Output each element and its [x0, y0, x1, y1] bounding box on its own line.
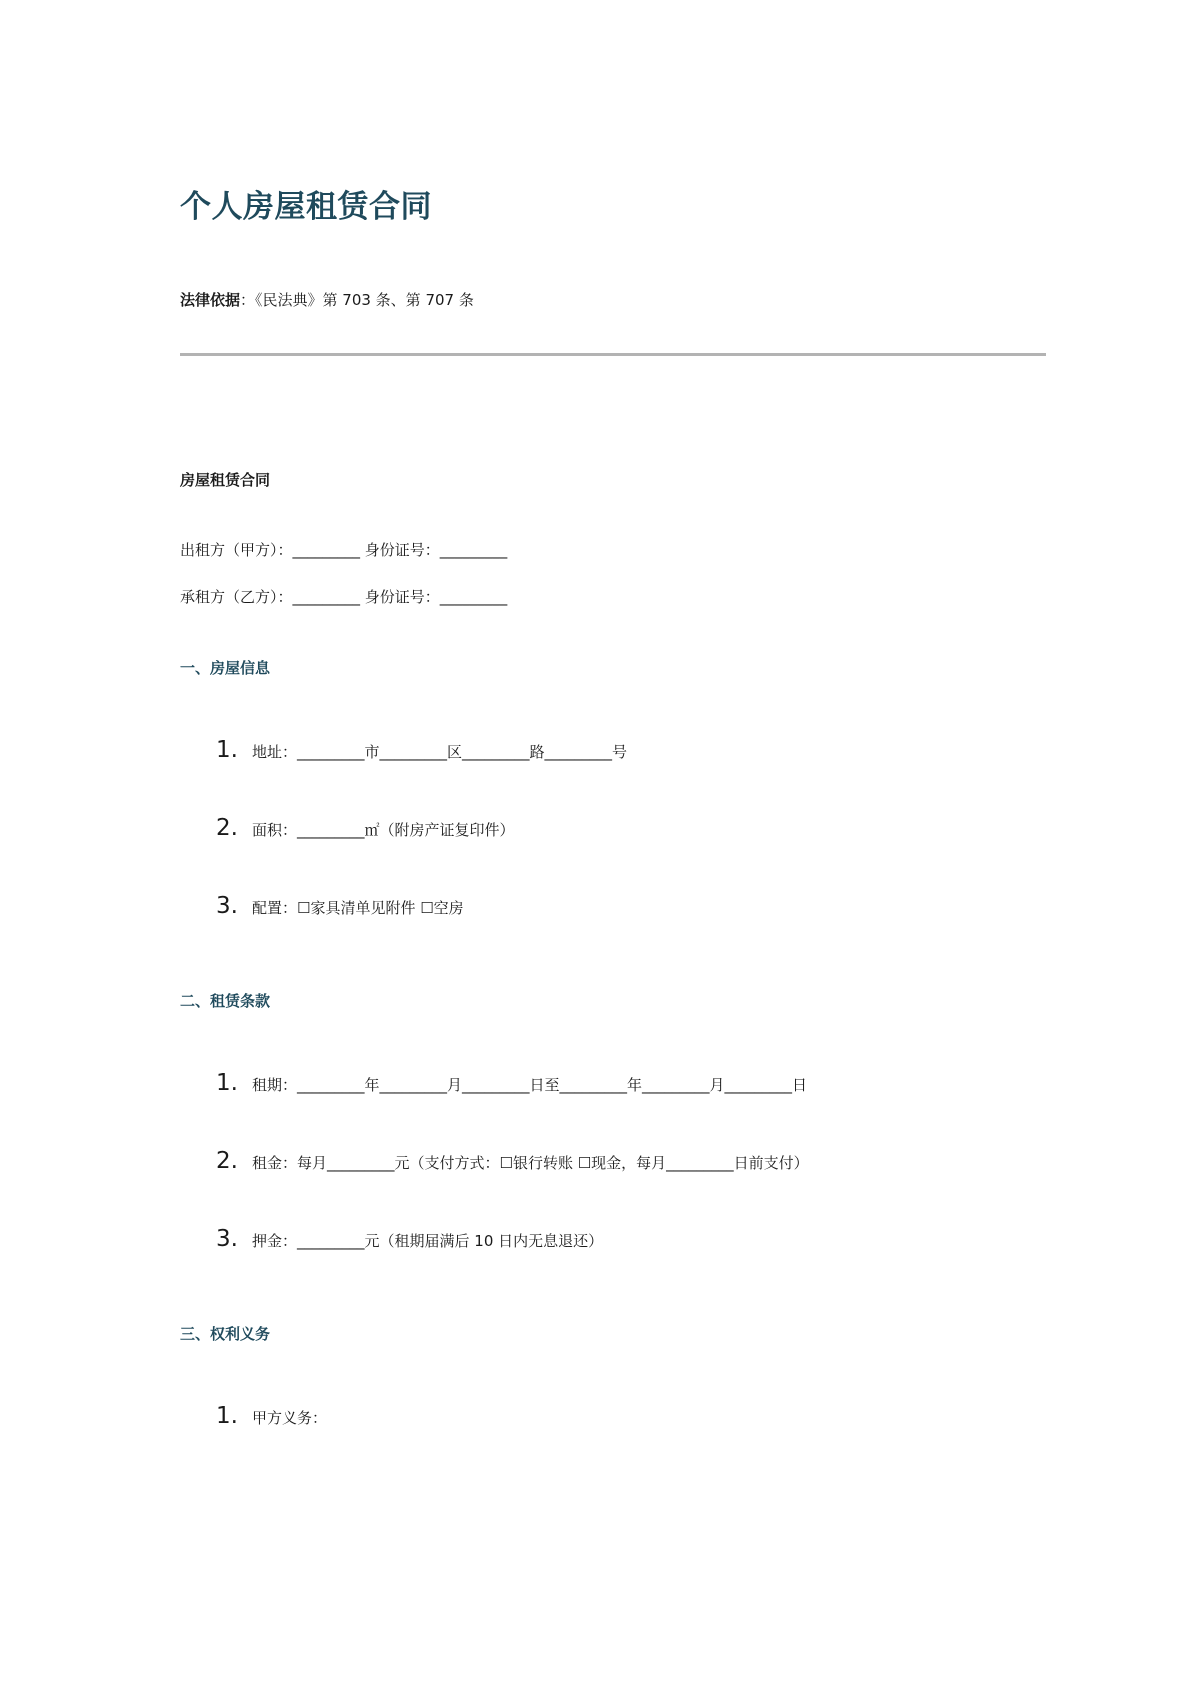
list-item-number: 3.: [216, 893, 238, 919]
list-item-number: 2.: [216, 815, 238, 841]
contract-heading: 房屋租赁合同: [180, 471, 271, 489]
list-item-text: 地址：_________市_________区_________路_________号: [252, 743, 628, 761]
list-item-text: 面积：_________㎡（附房产证复印件）: [252, 821, 515, 839]
lessor-line: 出租方（甲方）：_________ 身份证号：_________: [180, 541, 508, 559]
document-title: 个人房屋租赁合同: [180, 189, 432, 225]
list-item-number: 2.: [216, 1148, 238, 1174]
list-item: [216, 1070, 807, 1096]
legal-basis-text: ：《民法典》第 703 条、第 707 条: [240, 291, 474, 309]
list-item: [216, 815, 515, 841]
lessee-line: 承租方（乙方）：_________ 身份证号：_________: [180, 588, 508, 606]
list-item: [216, 1226, 603, 1252]
list-item-text: 租期：_________年_________月_________日至_________年_________月_________日: [252, 1076, 808, 1094]
list-item: [216, 1403, 327, 1429]
legal-basis: [180, 289, 474, 310]
list-item-number: 1.: [216, 1403, 238, 1429]
section-title-property-info: 一、房屋信息: [180, 659, 271, 677]
section-title-rights-obligations: 三、权利义务: [180, 1325, 271, 1343]
horizontal-divider: [180, 353, 1046, 356]
list-item-text: 配置：☐家具清单见附件 ☐空房: [252, 899, 464, 917]
section-title-lease-terms: 二、租赁条款: [180, 992, 271, 1010]
list-item-text: 押金：_________元（租期届满后 10 日内无息退还）: [252, 1232, 604, 1250]
list-item-number: 1.: [216, 737, 238, 763]
list-item: [216, 893, 464, 919]
list-item-text: 甲方义务：: [252, 1409, 328, 1427]
list-item-number: 3.: [216, 1226, 238, 1252]
list-item: [216, 1148, 809, 1174]
legal-basis-label: 法律依据: [180, 291, 241, 309]
list-item-text: 租金：每月_________元（支付方式：☐银行转账 ☐现金，每月_________日前支付）: [252, 1154, 809, 1172]
list-item-number: 1.: [216, 1070, 238, 1096]
list-item: [216, 737, 627, 763]
